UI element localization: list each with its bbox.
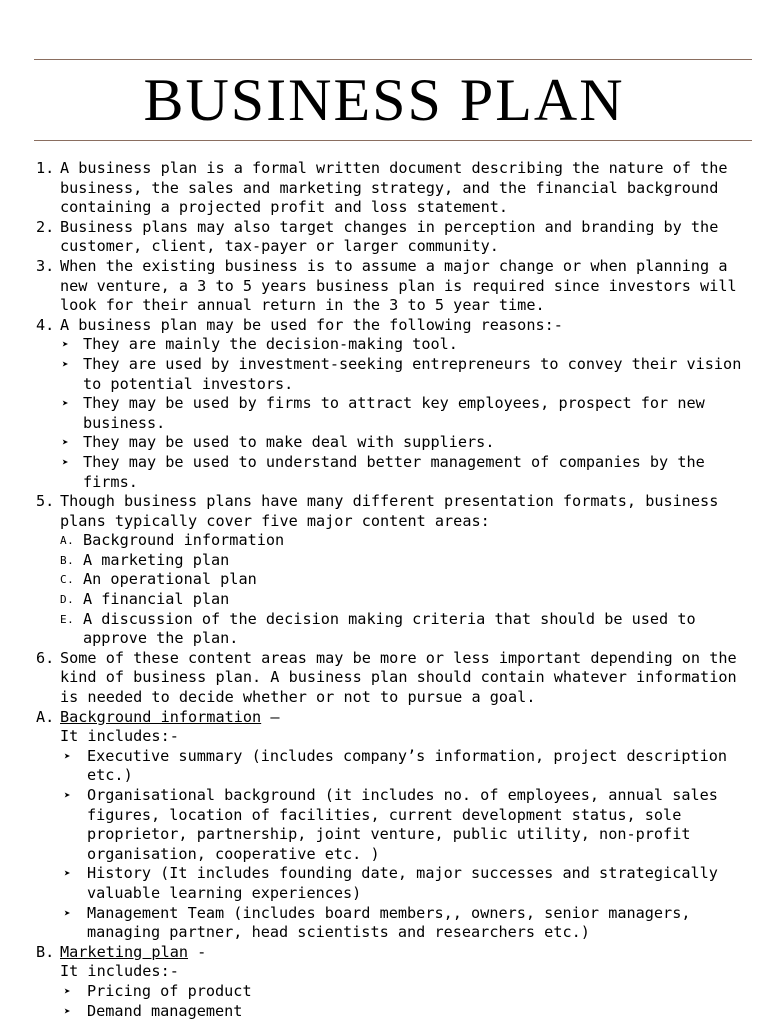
- lettered-text: Background information: [83, 531, 285, 550]
- section-bullet-line: [0, 825, 768, 845]
- bullet-item-line: [0, 375, 768, 395]
- document-body: [0, 159, 768, 1021]
- lettered-item-line: [0, 570, 768, 590]
- arrowhead-bullet-icon: ➤: [64, 789, 71, 802]
- numbered-item-line: [0, 277, 768, 297]
- bullet-item-line: [0, 394, 768, 414]
- section-bullet-text: Pricing of product: [87, 981, 252, 1000]
- bullet-text: They may be used to understand better management of companies by the: [83, 452, 705, 471]
- section-heading-line: [0, 708, 768, 728]
- section-bullet-line: [0, 747, 768, 767]
- lettered-text: approve the plan.: [83, 629, 239, 648]
- section-bullet-line: [0, 806, 768, 826]
- lettered-item-line: [0, 531, 768, 551]
- bullet-text: to potential investors.: [83, 374, 294, 393]
- section-heading-dash: -: [188, 942, 207, 961]
- section-heading: [60, 708, 279, 728]
- section-includes-line: [0, 962, 768, 982]
- section-bullet-line: [0, 1002, 768, 1022]
- item-letter: A.: [60, 534, 75, 548]
- lettered-text: A financial plan: [83, 590, 230, 609]
- item-text: A business plan may be used for the following reasons:-: [60, 315, 563, 334]
- item-text: look for their annual return in the 3 to 5 year time.: [60, 296, 545, 315]
- section-letter: B.: [36, 942, 55, 961]
- section-heading-dash: –: [261, 707, 280, 726]
- bullet-item-line: [0, 414, 768, 434]
- numbered-item-line: [0, 296, 768, 316]
- section-bullet-line: [0, 845, 768, 865]
- section-includes: It includes:-: [60, 727, 179, 746]
- section-heading: [60, 943, 206, 963]
- item-letter: E.: [60, 612, 75, 626]
- numbered-item-line: [0, 179, 768, 199]
- numbered-item-line: [0, 649, 768, 669]
- arrowhead-bullet-icon: ➤: [62, 455, 69, 469]
- bullet-item-line: [0, 355, 768, 375]
- section-bullet-line: [0, 884, 768, 904]
- lettered-text: A discussion of the decision making criteria that should be used to: [83, 609, 696, 628]
- section-bullet-line: [0, 982, 768, 1002]
- section-heading-title: Marketing plan: [60, 942, 189, 961]
- numbered-item-line: [0, 668, 768, 688]
- section-bullet-text: History (It includes founding date, major successes and strategically: [87, 864, 718, 883]
- section-bullet-line: [0, 786, 768, 806]
- item-letter: B.: [60, 553, 75, 567]
- lettered-text: A marketing plan: [83, 550, 230, 569]
- title-top-rule: [34, 59, 752, 60]
- section-bullet-text: Organisational background (it includes no. of employees, annual sales: [87, 786, 718, 804]
- numbered-item-line: [0, 257, 768, 277]
- section-bullet-line: [0, 766, 768, 786]
- item-number: 6.: [36, 648, 55, 667]
- item-number: 3.: [36, 256, 55, 275]
- section-bullet-text: etc.): [87, 766, 133, 785]
- item-text: business, the sales and marketing strategy, and the financial background: [60, 178, 719, 197]
- item-text: new venture, a 3 to 5 years business plan is required since investors will: [60, 276, 737, 295]
- item-text: Though business plans have many different presentation formats, business: [60, 492, 719, 511]
- arrowhead-bullet-icon: ➤: [64, 1004, 71, 1018]
- lettered-item-line: [0, 590, 768, 610]
- numbered-item-line: [0, 316, 768, 336]
- section-bullet-line: [0, 864, 768, 884]
- section-bullet-text: Executive summary (includes company’s information, project description: [87, 746, 728, 765]
- numbered-item-line: [0, 492, 768, 512]
- section-includes: It includes:-: [60, 962, 179, 981]
- item-number: 4.: [36, 315, 55, 334]
- section-bullet-text: figures, location of facilities, current development status, sole: [87, 805, 682, 824]
- item-text: customer, client, tax-payer or larger community.: [60, 237, 499, 256]
- item-number: 5.: [36, 492, 55, 511]
- bullet-item-line: [0, 453, 768, 473]
- page-title: BUSINESS PLAN: [143, 67, 625, 133]
- item-text: A business plan is a formal written document describing the nature of the: [60, 159, 728, 177]
- item-text: is needed to decide whether or not to pursue a goal.: [60, 688, 536, 707]
- section-bullet-text: valuable learning experiences): [87, 883, 362, 902]
- arrowhead-bullet-icon: ➤: [64, 749, 71, 763]
- item-text: plans typically cover five major content areas:: [60, 511, 490, 530]
- bullet-text: firms.: [83, 472, 138, 491]
- bullet-item-line: [0, 335, 768, 355]
- arrowhead-bullet-icon: ➤: [62, 397, 69, 411]
- item-letter: C.: [60, 573, 75, 587]
- item-number: 2.: [36, 217, 55, 236]
- lettered-text: An operational plan: [83, 570, 257, 589]
- item-text: Some of these content areas may be more or less important depending on the: [60, 648, 737, 667]
- section-bullet-line: [0, 904, 768, 924]
- arrowhead-bullet-icon: ➤: [64, 984, 71, 998]
- bullet-item-line: [0, 433, 768, 453]
- section-bullet-text: Management Team (includes board members,, owners, senior managers,: [87, 903, 691, 922]
- lettered-item-line: [0, 629, 768, 649]
- arrowhead-bullet-icon: ➤: [64, 867, 71, 881]
- numbered-item-line: [0, 237, 768, 257]
- lettered-item-line: [0, 551, 768, 571]
- arrowhead-bullet-icon: ➤: [62, 338, 69, 352]
- section-bullet-text: organisation, cooperative etc. ): [87, 844, 380, 863]
- section-letter: A.: [36, 707, 55, 726]
- arrowhead-bullet-icon: ➤: [62, 436, 69, 450]
- numbered-item-line: [0, 198, 768, 218]
- bullet-text: They may be used by firms to attract key employees, prospect for new: [83, 394, 705, 413]
- lettered-item-line: [0, 610, 768, 630]
- bullet-text: business.: [83, 413, 166, 432]
- section-heading-title: Background information: [60, 707, 262, 726]
- bullet-text: They are used by investment-seeking entrepreneurs to convey their vision: [83, 354, 742, 373]
- arrowhead-bullet-icon: ➤: [62, 357, 69, 371]
- item-text: When the existing business is to assume a major change or when planning a: [60, 256, 728, 275]
- numbered-item-line: [0, 218, 768, 238]
- numbered-item-line: [0, 159, 768, 179]
- bullet-text: They are mainly the decision-making tool.: [83, 335, 458, 354]
- section-bullet-line: [0, 923, 768, 943]
- bullet-text: They may be used to make deal with suppliers.: [83, 433, 495, 452]
- section-includes-line: [0, 727, 768, 747]
- title-bottom-rule: [34, 140, 752, 141]
- section-heading-line: [0, 943, 768, 963]
- numbered-item-line: [0, 688, 768, 708]
- numbered-item-line: [0, 512, 768, 532]
- section-bullet-text: Demand management: [87, 1001, 243, 1020]
- item-letter: D.: [60, 593, 75, 607]
- bullet-item-line: [0, 473, 768, 493]
- arrowhead-bullet-icon: ➤: [64, 906, 71, 920]
- section-bullet-text: proprietor, partnership, joint venture, public utility, non-profit: [87, 825, 691, 844]
- item-number: 1.: [36, 159, 55, 177]
- item-text: Business plans may also target changes in perception and branding by the: [60, 217, 719, 236]
- section-bullet-text: managing partner, head scientists and researchers etc.): [87, 923, 590, 942]
- item-text: containing a projected profit and loss statement.: [60, 198, 509, 217]
- item-text: kind of business plan. A business plan should contain whatever information: [60, 668, 737, 687]
